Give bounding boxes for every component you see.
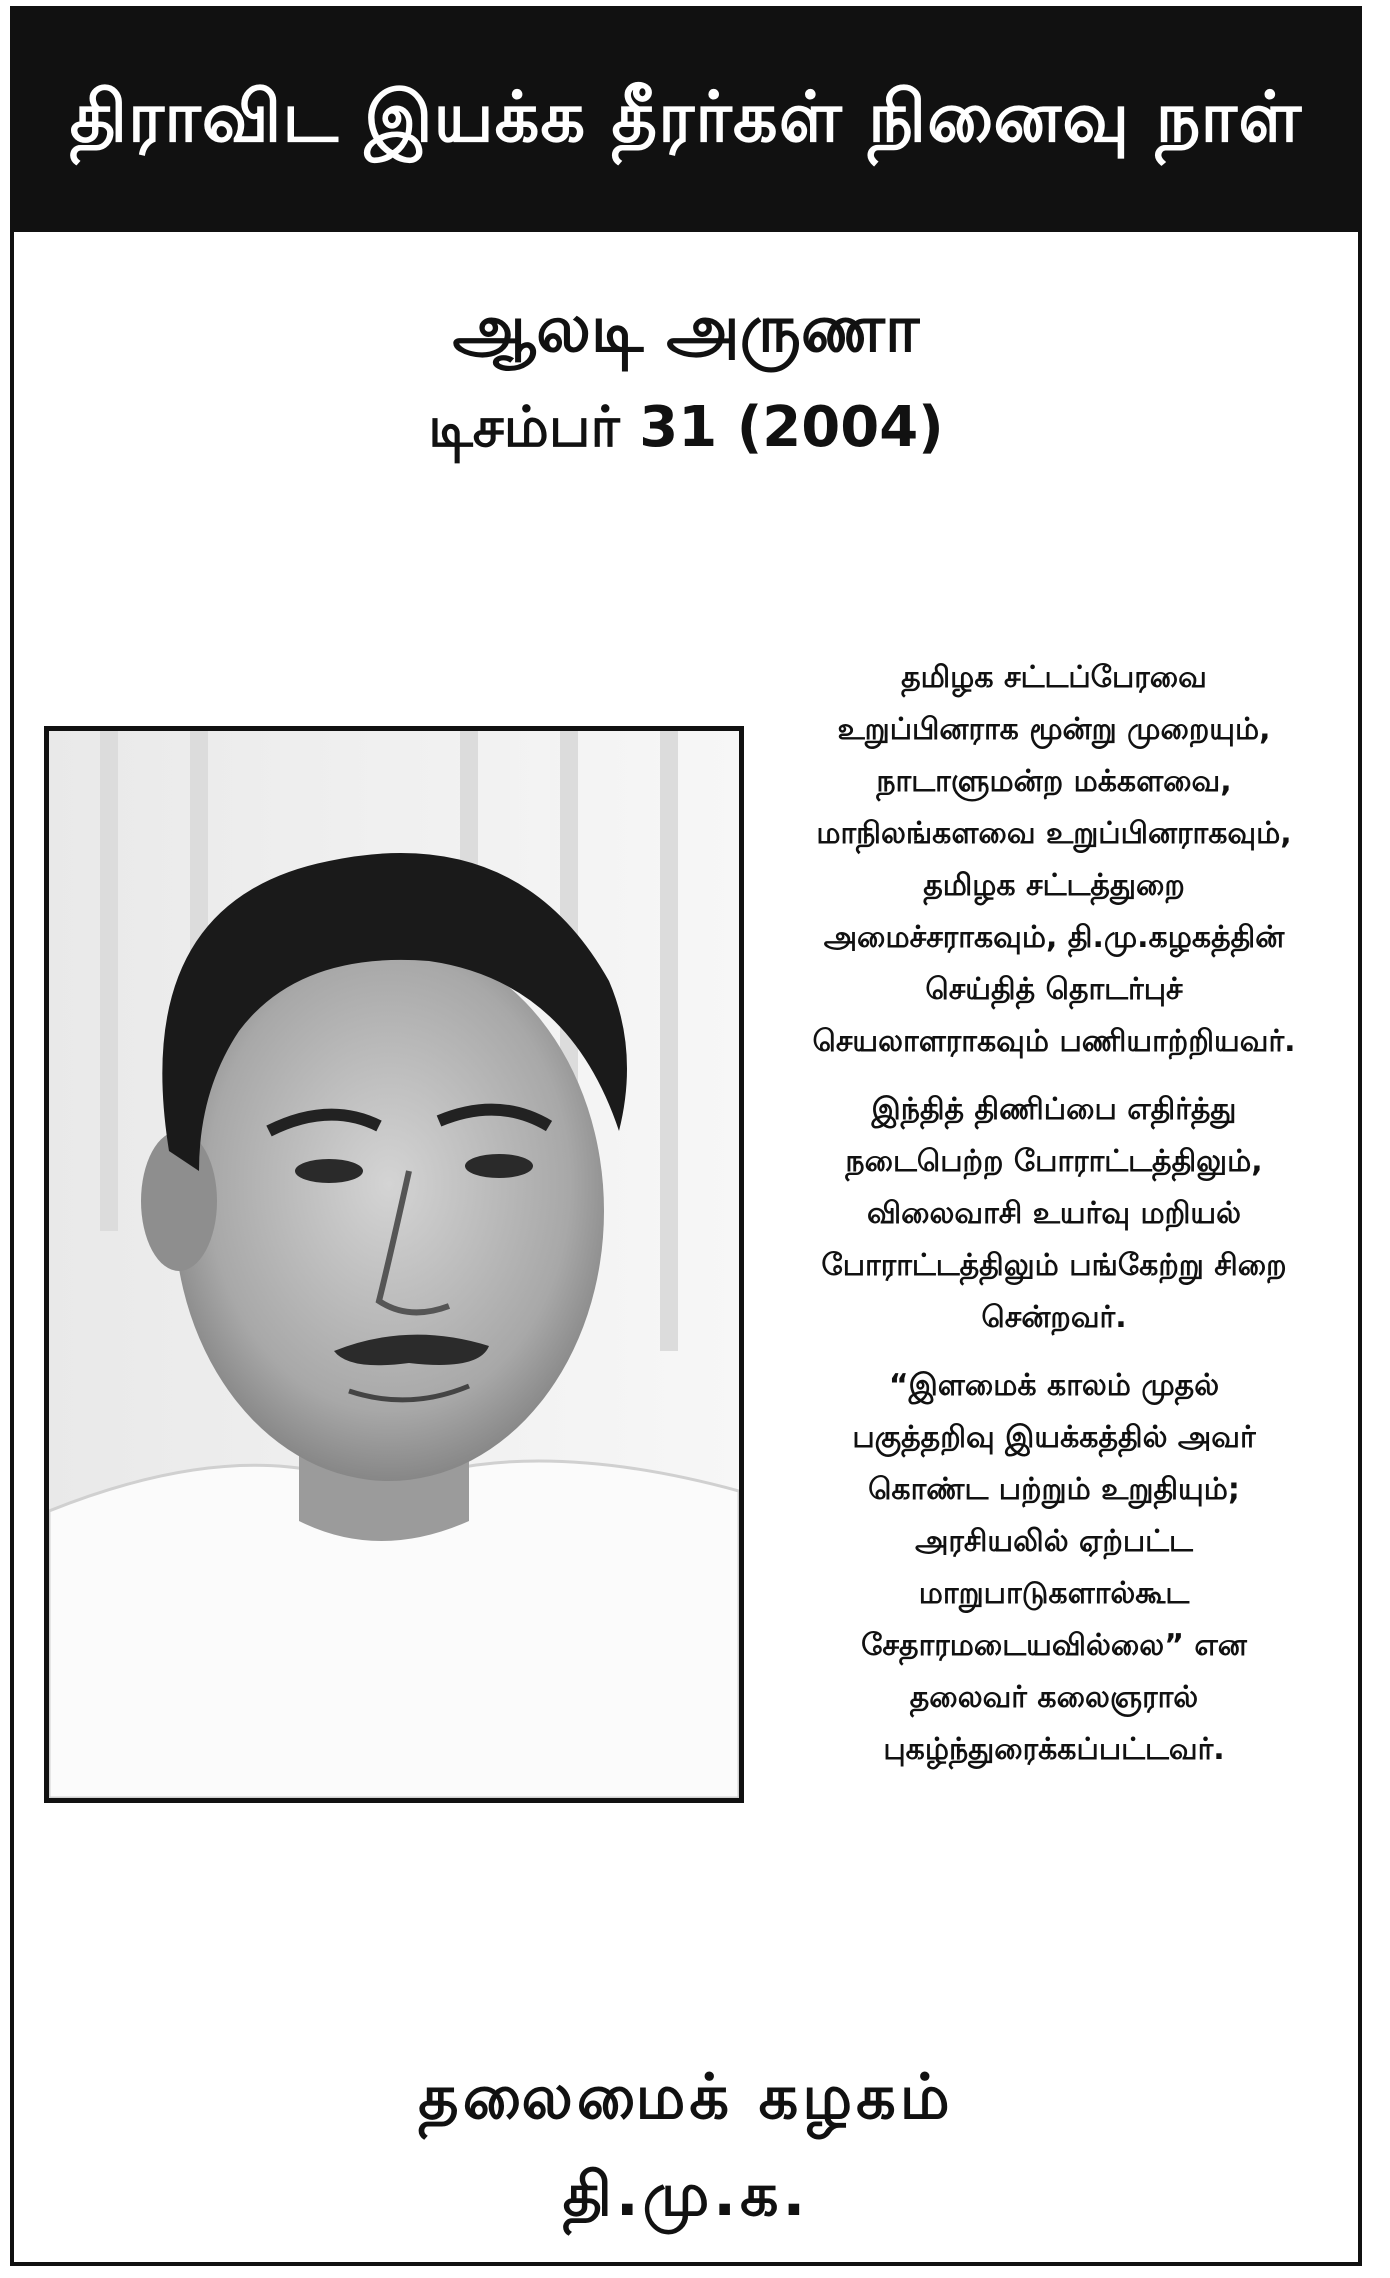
bio-paragraph: தமிழக சட்டப்பேரவை உறுப்பினராக மூன்று முறையும், நாடாளுமன்ற மக்களவை, மாநிலங்களவை உறுப்பினராகவும், தமிழக சட்டத்துறை அமைச்சராகவும், தி.மு.கழகத்தின் செய்தித் தொடர்புச் செயலாளராகவும் பணியாற்றியவர். (812, 660, 1296, 1059)
memorial-notice (10, 6, 1362, 2266)
header-title: திராவிட இயக்க தீரர்கள் நினைவு நாள் (69, 75, 1303, 158)
footer-organization: தலைமைக் கழகம் (418, 2060, 954, 2133)
portrait-image (49, 731, 739, 1798)
memorial-date: டிசம்பர் 31 (2004) (428, 395, 944, 460)
biography (744, 652, 1364, 1792)
bio-paragraph: இந்தித் திணிப்பை எதிர்த்து நடைபெற்ற போராட்டத்திலும், விலைவாசி உயர்வு மறியல் போராட்டத்திலும் பங்கேற்று சிறை சென்றவர். (821, 1092, 1287, 1335)
portrait-photo (44, 726, 744, 1803)
person-name: ஆலடி அருணா (452, 290, 920, 367)
footer-party: தி.மு.க. (562, 2160, 810, 2230)
bio-paragraph: “இளமைக் காலம் முதல் பகுத்தறிவு இயக்கத்தில் அவர் கொண்ட பற்றும் உறுதியும்; அரசியலில் ஏற்பட்ட மாறுபாடுகளால்கூட சேதாரமடையவில்லை” என தலைவர் கலைஞரால் புகழ்ந்துரைக்கப்பட்டவர். (852, 1368, 1256, 1767)
header-banner (14, 10, 1358, 232)
